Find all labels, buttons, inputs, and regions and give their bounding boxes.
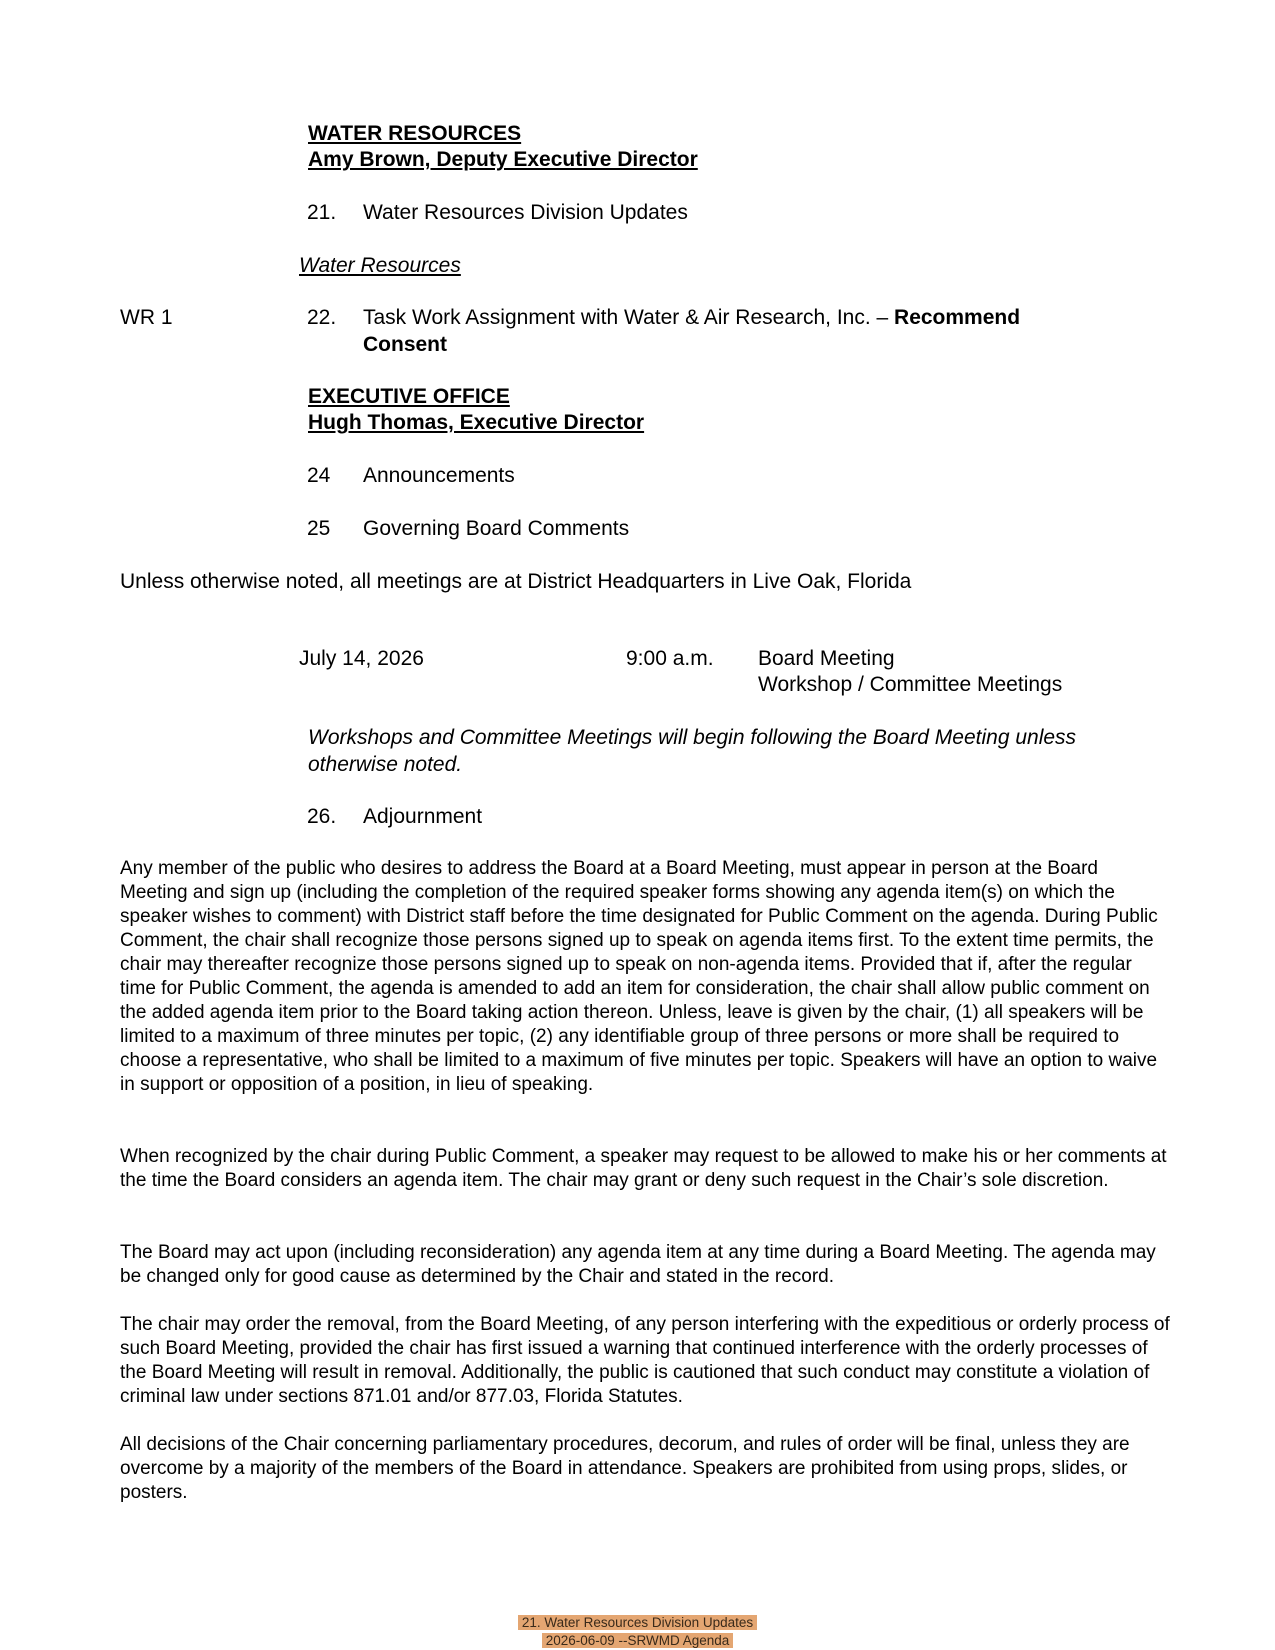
agenda-item-24 — [307, 462, 1107, 489]
item-number: 21. — [307, 201, 337, 224]
agenda-changes-paragraph — [120, 1241, 1170, 1289]
item-number: 24 — [307, 464, 331, 487]
item-text: Adjournment — [363, 805, 483, 828]
item-number: 25 — [307, 517, 331, 540]
agenda-item-21 — [307, 199, 1107, 226]
agenda-item-25 — [307, 515, 1107, 542]
footer-item-title — [0, 1614, 1275, 1631]
footer-line: 21. Water Resources Division Updates — [518, 1615, 757, 1630]
item-number: 22. — [307, 306, 337, 329]
footer-line: 2026-06-09 --SRWMD Agenda — [542, 1633, 734, 1648]
item-text: Governing Board Comments — [363, 517, 630, 540]
section-heading-water-resources: WATER RESOURCES — [308, 122, 522, 145]
paragraph-text: When recognized by the chair during Public Comment, a speaker may request to be allowed to make his or her comments at the time the Board considers an agenda item. The chair may grant or deny such request in the Chair’s sole discretion. — [120, 1146, 1167, 1191]
item-number: 26. — [307, 805, 337, 828]
section-heading-executive-office: EXECUTIVE OFFICE — [308, 385, 510, 408]
schedule-time: 9:00 a.m. — [626, 647, 714, 670]
paragraph-text: The Board may act upon (including reconsideration) any agenda item at any time during a Board Meeting. The agenda may be changed only for good cause as determined by the Chair and stated in the record. — [120, 1242, 1156, 1287]
agenda-item-26 — [307, 803, 1107, 830]
schedule-event-board-meeting: Board Meeting — [758, 647, 895, 670]
deferred-comment-paragraph — [120, 1145, 1170, 1193]
paragraph-text: Any member of the public who desires to address the Board at a Board Meeting, must appear in person at the Board Meeting and sign up (including the completion of the required speaker forms showing any agenda item(s) on which the speaker wishes to comment) with District staff before the time designated for Public Comment on the agenda. During Public Comment, the chair shall recognize those persons signed up to speak on agenda items first. To the extent time permits, the chair may thereafter recognize those persons signed up to speak on non-agenda items. Provided that if, after the regular time for Public Comment, the agenda is amended to add an item for consideration, the chair shall allow public comment on the added agenda item prior to the Board taking action thereon. Unless, leave is given by the chair, (1) all speakers will be limited to a maximum of three minutes per topic, (2) any identifiable group of three persons or more shall be required to choose a representative, who shall be limited to a maximum of five minutes per topic. Speakers will have an option to waive in support or opposition of a position, in lieu of speaking. — [120, 858, 1158, 1095]
paragraph-text: The chair may order the removal, from the Board Meeting, of any person interfering with the expeditious or orderly process of such Board Meeting, provided the chair has first issued a warning that continued interference with the orderly processes of the Board Meeting will result in removal. Additionally, the public is cautioned that such conduct may constitute a violation of criminal law under sections 871.01 and/or 877.03, Florida Statutes. — [120, 1314, 1170, 1407]
section-director-executive-office: Hugh Thomas, Executive Director — [308, 411, 645, 434]
item-text: Water Resources Division Updates — [363, 201, 688, 224]
chair-decisions-paragraph — [120, 1433, 1170, 1505]
item-action: Recommend Consent — [363, 306, 1021, 356]
workshop-note: Workshops and Committee Meetings will begin following the Board Meeting unless otherwise noted. — [308, 726, 1077, 776]
item-text: Announcements — [363, 464, 515, 487]
footer-agenda-date — [0, 1632, 1275, 1649]
schedule-event-workshop: Workshop / Committee Meetings — [758, 673, 1063, 696]
subheading-water-resources: Water Resources — [299, 254, 461, 277]
meetings-location-note: Unless otherwise noted, all meetings are at District Headquarters in Live Oak, Florida — [120, 570, 912, 593]
item-text: Task Work Assignment with Water & Air Research, Inc. – — [363, 306, 895, 329]
agenda-item-22 — [307, 304, 1107, 358]
public-comment-rules-paragraph — [120, 857, 1170, 1097]
removal-paragraph — [120, 1313, 1170, 1409]
section-director-water-resources: Amy Brown, Deputy Executive Director — [308, 148, 698, 171]
item-text-block — [363, 304, 1103, 358]
item-reference-code: WR 1 — [120, 306, 173, 329]
paragraph-text: All decisions of the Chair concerning parliamentary procedures, decorum, and rules of order will be final, unless they are overcome by a majority of the members of the Board in attendance. Speakers are prohibited from using props, slides, or posters. — [120, 1434, 1130, 1503]
schedule-date: July 14, 2026 — [299, 647, 424, 670]
